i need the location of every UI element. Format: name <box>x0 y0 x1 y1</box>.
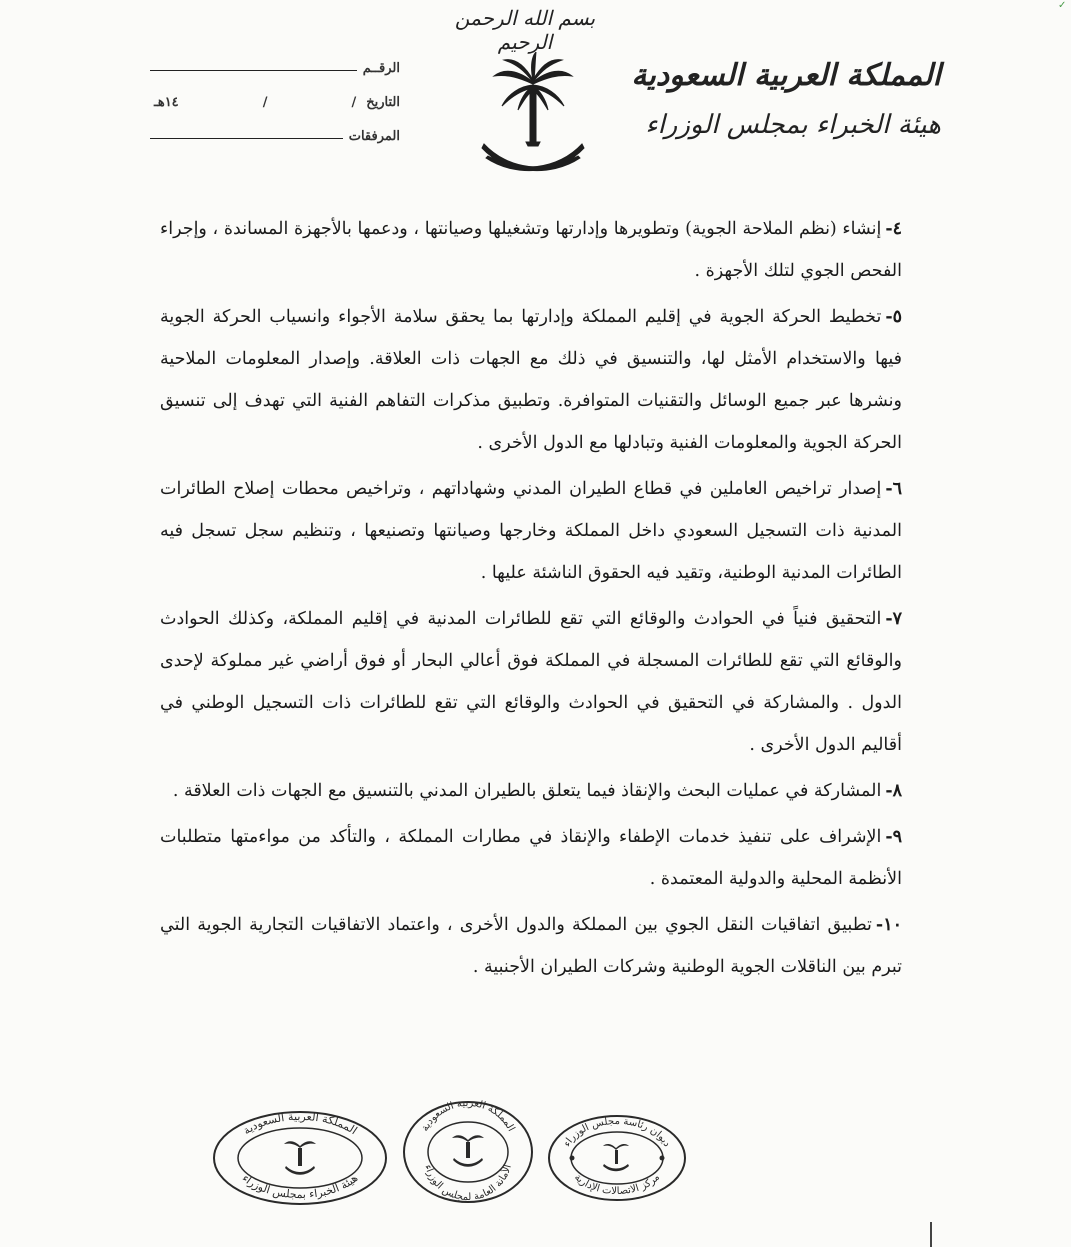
official-stamps <box>210 1098 700 1208</box>
attachments-label: المرفقات <box>348 129 400 144</box>
date-suffix: ١٤هـ <box>154 95 179 110</box>
reference-row <box>150 56 400 76</box>
date-label: التاريخ <box>366 95 400 110</box>
stamp-emblem-icon <box>284 1141 316 1175</box>
svg-text:هيئة الخبراء بمجلس الوزراء <box>240 1171 361 1201</box>
list-item <box>160 468 902 594</box>
org-name-line1: المملكة العربية السعودية <box>631 58 941 93</box>
basmala: بسم الله الرحمن الرحيم <box>454 6 596 54</box>
item-text: تطبيق اتفاقيات النقل الجوي بين المملكة والدول الأخرى ، واعتماد الاتفاقيات التجارية الجوية التي تبرم بين الناقلات الجوية الوطنية وشركات الطيران الأجنبية . <box>160 915 902 977</box>
stamp-emblem-icon <box>570 1144 665 1171</box>
item-text: التحقيق فنياً في الحوادث والوقائع التي تقع للطائرات المدنية في إقليم المملكة، وكذلك الحوادث والوقائع التي تقع للطائرات المسجلة في المملكة فوق أعالي البحار أو فوق أراضي غير مملوكة لإحدى الدول . والمشاركة في التحقيق في الحوادث والوقائع التي تقع للطائرات ذات التسجيل الوطني في أقاليم الدول الأخرى . <box>160 609 902 755</box>
reference-label: الرقــم <box>362 61 400 76</box>
item-text: تخطيط الحركة الجوية في إقليم المملكة وإدارتها بما يحقق سلامة الأجواء وانسياب الحركة الجوية فيها والاستخدام الأمثل لها، والتنسيق في ذلك مع الجهات ذات العلاقة. وإصدار المعلومات الملاحية ونشرها عبر جميع الوسائل والتقنيات المتوافرة. وتطبيق مذكرات التفاهم الفنية التي تهدف إلى تنسيق الحركة الجوية والمعلومات الفنية وتبادلها مع الدول الأخرى . <box>160 307 902 453</box>
date-value <box>150 95 360 110</box>
list-item <box>160 208 902 292</box>
item-text: الإشراف على تنفيذ خدمات الإطفاء والإنقاذ في مطارات المملكة ، والتأكد من مواءمتها متطلبات الأنظمة المحلية والدولية المعتمدة . <box>160 827 902 889</box>
item-number: ٨- <box>885 781 902 801</box>
item-text: إنشاء (نظم الملاحة الجوية) وتطويرها وإدارتها وتشغيلها وصيانتها ، ودعمها بالأجهزة المساندة ، وإجراء الفحص الجوي لتلك الأجهزة . <box>160 219 902 281</box>
item-number: ٥- <box>885 307 902 327</box>
reference-line <box>150 69 357 71</box>
list-item <box>160 770 902 812</box>
list-item <box>160 904 902 988</box>
palm-swords-emblem-icon <box>478 52 588 180</box>
list-item <box>160 816 902 900</box>
list-item <box>160 296 902 464</box>
attachments-row <box>150 124 400 144</box>
document-body <box>160 208 902 992</box>
list-item <box>160 598 902 766</box>
stamp-experts-commission <box>210 1106 390 1206</box>
item-number: ٦- <box>885 479 902 499</box>
signature-mark <box>930 1222 936 1247</box>
item-number: ٧- <box>885 609 902 629</box>
stamp-general-secretariat <box>400 1098 536 1206</box>
svg-text:المملكة العربية السعودية <box>241 1110 360 1137</box>
item-number: ٩- <box>885 827 902 847</box>
stamp-emblem-icon <box>452 1135 484 1167</box>
stamp-left-bottom: هيئة الخبراء بمجلس الوزراء <box>239 1171 361 1202</box>
attachments-line <box>150 137 343 139</box>
stamp-left-top: المملكة العربية السعودية <box>240 1109 360 1138</box>
stamp-right-top: ديوان رئاسة مجلس الوزراء <box>561 1115 673 1149</box>
item-text: إصدار تراخيص العاملين في قطاع الطيران المدني وشهاداتهم ، وتراخيص محطات إصلاح الطائرات المدنية ذات التسجيل السعودي داخل المملكة وخارجها وصيانتها وتصنيعها ، وتنظيم سجل تسجل فيه الطائرات المدنية الوطنية، وتقيد فيه الحقوق الناشئة عليها . <box>160 479 902 583</box>
corner-check-icon: ✓ <box>1058 0 1067 11</box>
stamp-cabinet-office <box>546 1112 688 1204</box>
date-row <box>150 90 400 110</box>
stamp-right-bottom: مركز الاتصالات الإدارية <box>571 1171 663 1198</box>
org-name-line2: هيئة الخبراء بمجلس الوزراء <box>645 110 941 140</box>
item-number: ١٠- <box>875 915 902 935</box>
svg-text:المملكة العربية السعودية <box>420 1098 517 1133</box>
date-sep: / <box>262 95 268 110</box>
stamp-middle-top: المملكة العربية السعودية <box>419 1098 517 1134</box>
item-number: ٤- <box>885 219 902 239</box>
item-text: المشاركة في عمليات البحث والإنقاذ فيما يتعلق بالطيران المدني بالتنسيق مع الجهات ذات العلاقة . <box>172 781 882 801</box>
stamp-middle-bottom: الأمانة العامة لمجلس الوزراء <box>422 1163 514 1204</box>
date-sep: / <box>351 95 357 110</box>
